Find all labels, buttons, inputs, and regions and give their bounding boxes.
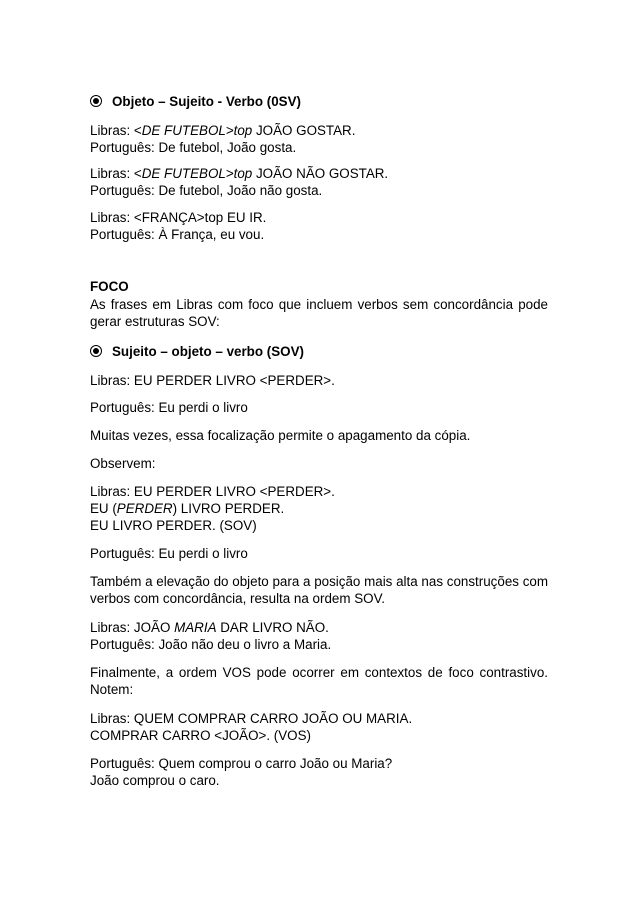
bullet-item-osv <box>112 93 570 110</box>
italic-segment: PERDER <box>116 501 173 516</box>
paragraph-line: Também a elevação do objeto para a posição mais alta nas construções com <box>90 574 548 589</box>
libras-example <box>90 500 548 517</box>
portuguese-translation: Português: De futebol, João gosta. <box>90 140 297 155</box>
paragraph-line: Muitas vezes, essa focalização permite o apagamento da cópia. <box>90 428 471 443</box>
text-segment: Libras: < <box>90 123 142 138</box>
libras-example: COMPRAR CARRO <JOÃO>. (VOS) <box>90 728 311 743</box>
portuguese-translation: João comprou o caro. <box>90 773 220 788</box>
italic-segment: DE FUTEBOL>top <box>141 166 253 181</box>
italic-segment: MARIA <box>174 620 217 635</box>
text-segment: DAR LIVRO NÃO. <box>216 620 329 635</box>
portuguese-translation: Português: Eu perdi o livro <box>90 546 248 561</box>
libras-example: EU LIVRO PERDER. (SOV) <box>90 518 257 533</box>
bullet-label: Objeto – Sujeito - Verbo (0SV) <box>112 94 301 109</box>
libras-example: Libras: EU PERDER LIVRO <PERDER>. <box>90 484 335 499</box>
libras-example <box>90 619 548 636</box>
portuguese-translation: Português: Eu perdi o livro <box>90 400 248 415</box>
section-heading: FOCO <box>90 279 129 294</box>
paragraph-line: verbos com concordância, resulta na ordem SOV. <box>90 591 385 606</box>
italic-segment: DE FUTEBOL>top <box>141 123 253 138</box>
paragraph-line: Notem: <box>90 682 134 697</box>
text-segment: ) LIVRO PERDER. <box>172 501 285 516</box>
text-segment: Libras: < <box>90 166 142 181</box>
libras-example: Libras: EU PERDER LIVRO <PERDER>. <box>90 373 335 388</box>
text-segment: EU ( <box>90 501 117 516</box>
text-segment: JOÃO NÃO GOSTAR. <box>252 166 389 181</box>
bullet-circle-icon <box>90 95 102 107</box>
portuguese-translation: Português: Quem comprou o carro João ou Maria? <box>90 756 393 771</box>
portuguese-translation: Português: João não deu o livro a Maria. <box>90 637 332 652</box>
paragraph-line: Finalmente, a ordem VOS pode ocorrer em contextos de foco contrastivo. <box>90 665 548 680</box>
bullet-circle-icon <box>90 345 102 357</box>
libras-example: Libras: <FRANÇA>top EU IR. <box>90 210 267 225</box>
bullet-label: Sujeito – objeto – verbo (SOV) <box>112 344 304 359</box>
text-segment: JOÃO GOSTAR. <box>252 123 356 138</box>
libras-example <box>90 122 548 139</box>
libras-example <box>90 165 548 182</box>
portuguese-translation: Português: De futebol, João não gosta. <box>90 183 323 198</box>
libras-example: Libras: QUEM COMPRAR CARRO JOÃO OU MARIA. <box>90 711 413 726</box>
paragraph-line: As frases em Libras com foco que incluem verbos sem concordância pode <box>90 297 548 312</box>
paragraph-line: Observem: <box>90 456 156 471</box>
portuguese-translation: Português: À França, eu vou. <box>90 227 265 242</box>
bullet-item-sov <box>112 343 570 360</box>
text-segment: Libras: JOÃO <box>90 620 175 635</box>
paragraph-line: gerar estruturas SOV: <box>90 314 220 329</box>
